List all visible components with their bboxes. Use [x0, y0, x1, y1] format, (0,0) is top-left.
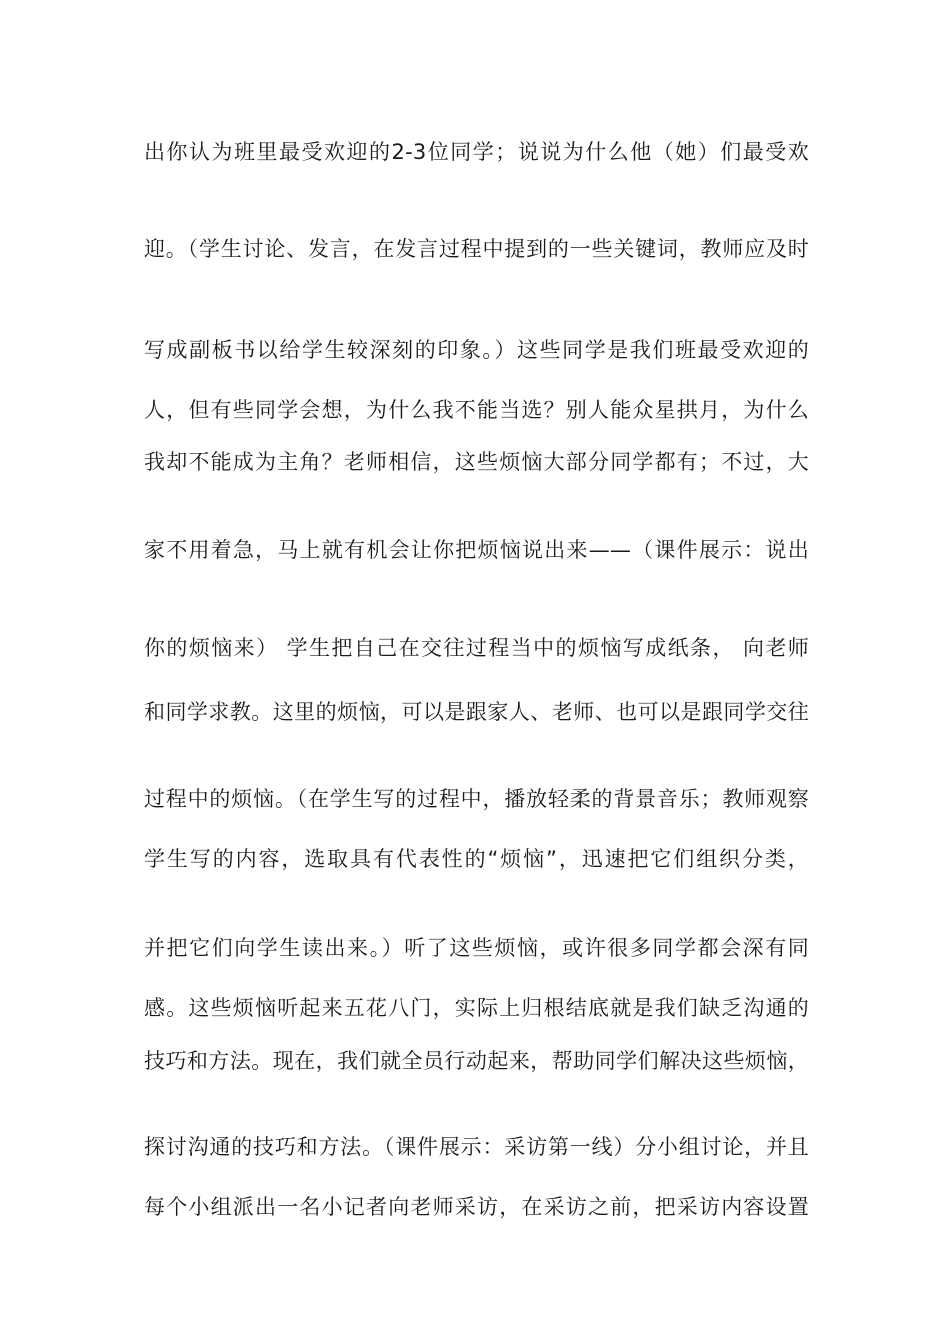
paragraph-line: 出你认为班里最受欢迎的2-3位同学；说说为什么他（她）们最受欢 [144, 140, 809, 164]
paragraph-line: 你的烦恼来） 学生把自己在交往过程当中的烦恼写成纸条， 向老师 [144, 636, 809, 660]
paragraph-line: 写成副板书以给学生较深刻的印象。）这些同学是我们班最受欢迎的 [144, 338, 809, 362]
paragraph-line: 过程中的烦恼。（在学生写的过程中，播放轻柔的背景音乐；教师观察 [144, 787, 809, 811]
paragraph-line: 和同学求教。这里的烦恼，可以是跟家人、老师、也可以是跟同学交往 [144, 700, 809, 724]
paragraph-line: 家不用着急，马上就有机会让你把烦恼说出来——（课件展示：说出 [144, 538, 809, 562]
paragraph-line: 探讨沟通的技巧和方法。（课件展示：采访第一线）分小组讨论，并且 [144, 1135, 809, 1159]
paragraph-line: 技巧和方法。现在，我们就全员行动起来，帮助同学们解决这些烦恼， [144, 1049, 809, 1073]
paragraph-line: 感。这些烦恼听起来五花八门，实际上归根结底就是我们缺乏沟通的 [144, 996, 809, 1020]
paragraph-line: 人，但有些同学会想，为什么我不能当选？别人能众星拱月，为什么 [144, 398, 809, 422]
paragraph-line: 每个小组派出一名小记者向老师采访，在采访之前，把采访内容设置 [144, 1195, 809, 1219]
paragraph-line: 学生写的内容，选取具有代表性的“烦恼”，迅速把它们组织分类， [144, 847, 809, 871]
paragraph-line: 并把它们向学生读出来。）听了这些烦恼，或许很多同学都会深有同 [144, 936, 809, 960]
paragraph-line: 迎。（学生讨论、发言，在发言过程中提到的一些关键词，教师应及时 [144, 237, 809, 261]
paragraph-line: 我却不能成为主角？老师相信，这些烦恼大部分同学都有；不过，大 [144, 450, 809, 474]
